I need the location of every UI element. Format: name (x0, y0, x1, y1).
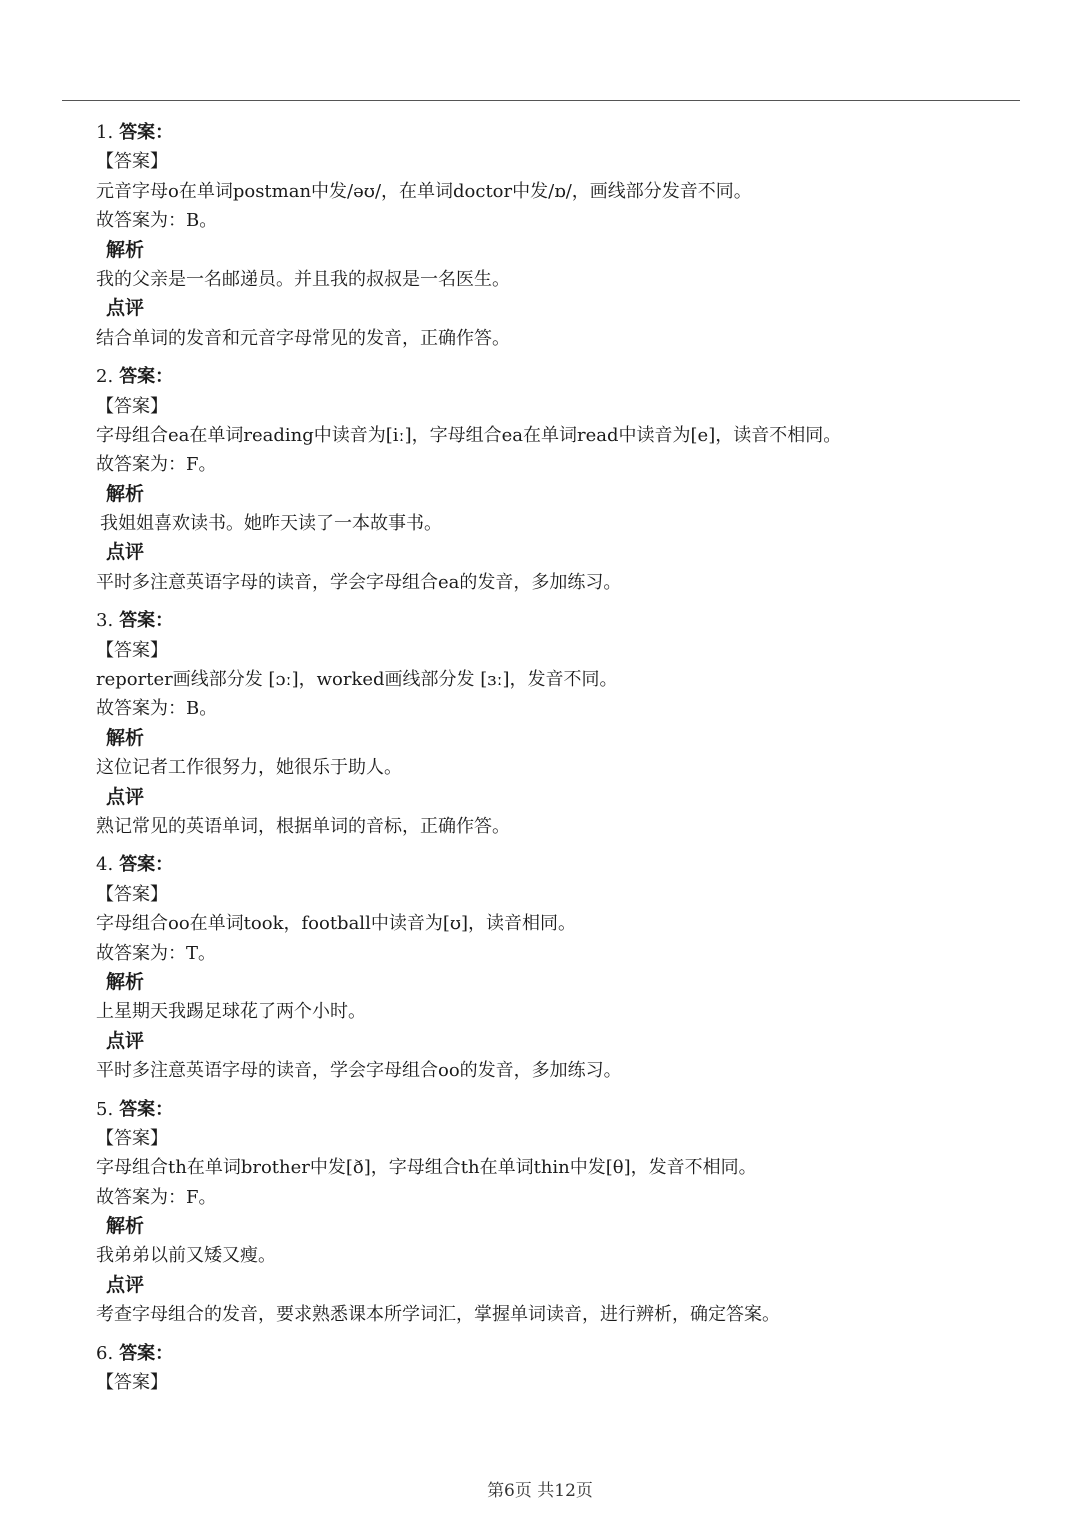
answer-tag: 【答案】 (96, 395, 168, 417)
comment-heading: 点评 (106, 297, 145, 320)
question-header (96, 362, 1036, 391)
answer-conclusion: 故答案为：B。 (96, 698, 218, 720)
analysis-text: 这位记者工作很努力，她很乐于助人。 (96, 757, 402, 779)
analysis-heading: 解析 (106, 1215, 145, 1238)
answer-label: 答案： (119, 122, 174, 143)
question-number: 3. (96, 610, 114, 632)
comment-text: 平时多注意英语字母的读音，学会字母组合ea的发音，多加练习。 (96, 571, 622, 593)
comment-heading: 点评 (106, 541, 145, 564)
answer-conclusion: 故答案为：F。 (96, 454, 217, 476)
analysis-text: 我弟弟以前又矮又瘦。 (96, 1245, 276, 1267)
answer-item-1 (96, 118, 1036, 353)
answer-tag: 【答案】 (96, 1372, 168, 1394)
answer-label: 答案： (119, 610, 174, 632)
page-footer: 第6页 共12页 (487, 1481, 593, 1501)
answer-text: 字母组合th在单词brother中发[ð]，字母组合th在单词thin中发[θ]，发音不相同。 (96, 1157, 757, 1179)
analysis-text: 我的父亲是一名邮递员。并且我的叔叔是一名医生。 (96, 268, 510, 290)
answer-label: 答案： (119, 854, 174, 876)
question-header (96, 118, 1036, 147)
answer-label: 答案： (119, 1342, 174, 1364)
question-number: 2. (96, 366, 114, 388)
answer-item-2 (96, 362, 1036, 597)
comment-text: 熟记常见的英语单词，根据单词的音标，正确作答。 (96, 815, 510, 837)
analysis-text: 上星期天我踢足球花了两个小时。 (96, 1001, 366, 1023)
question-header (96, 850, 1036, 879)
comment-heading: 点评 (106, 785, 145, 808)
answer-item-4 (96, 850, 1036, 1085)
answer-conclusion: 故答案为：T。 (96, 942, 217, 964)
answer-conclusion: 故答案为：F。 (96, 1186, 217, 1208)
question-header (96, 1339, 1036, 1368)
question-number: 1. (96, 122, 114, 143)
answer-item-5 (96, 1095, 1036, 1330)
question-number: 4. (96, 854, 114, 876)
question-header (96, 606, 1036, 635)
analysis-heading: 解析 (106, 482, 145, 505)
answer-tag: 【答案】 (96, 1127, 168, 1149)
question-number: 6. (96, 1342, 114, 1364)
analysis-heading: 解析 (106, 970, 145, 993)
comment-text: 平时多注意英语字母的读音，学会字母组合oo的发音，多加练习。 (96, 1060, 622, 1082)
answer-list (96, 118, 1036, 1406)
question-header (96, 1095, 1036, 1124)
analysis-text: 我姐姐喜欢读书。她昨天读了一本故事书。 (100, 513, 442, 535)
answer-text: 字母组合ea在单词reading中读音为[iː]，字母组合ea在单词read中读音为[e]，读音不相同。 (96, 424, 842, 446)
answer-item-6 (96, 1339, 1036, 1398)
comment-heading: 点评 (106, 1273, 145, 1296)
comment-heading: 点评 (106, 1029, 145, 1052)
analysis-heading: 解析 (106, 726, 145, 749)
answer-text: reporter画线部分发 [ɔː]，worked画线部分发 [ɜː]，发音不同。 (96, 669, 618, 691)
question-number: 5. (96, 1098, 114, 1120)
analysis-heading: 解析 (106, 238, 145, 261)
header-rule (62, 100, 1020, 101)
answer-text: 元音字母o在单词postman中发/əʊ/，在单词doctor中发/ɒ/，画线部分发音不同。 (96, 180, 752, 202)
answer-text: 字母组合oo在单词took，football中读音为[ʊ]，读音相同。 (96, 913, 577, 935)
answer-tag: 【答案】 (96, 883, 168, 905)
comment-text: 考查字母组合的发音，要求熟悉课本所学词汇，掌握单词读音，进行辨析，确定答案。 (96, 1304, 780, 1326)
answer-tag: 【答案】 (96, 639, 168, 661)
answer-label: 答案： (119, 366, 174, 388)
answer-tag: 【答案】 (96, 151, 168, 173)
answer-label: 答案： (119, 1098, 174, 1120)
answer-conclusion: 故答案为：B。 (96, 210, 218, 232)
answer-item-3 (96, 606, 1036, 841)
comment-text: 结合单词的发音和元音字母常见的发音，正确作答。 (96, 327, 510, 349)
